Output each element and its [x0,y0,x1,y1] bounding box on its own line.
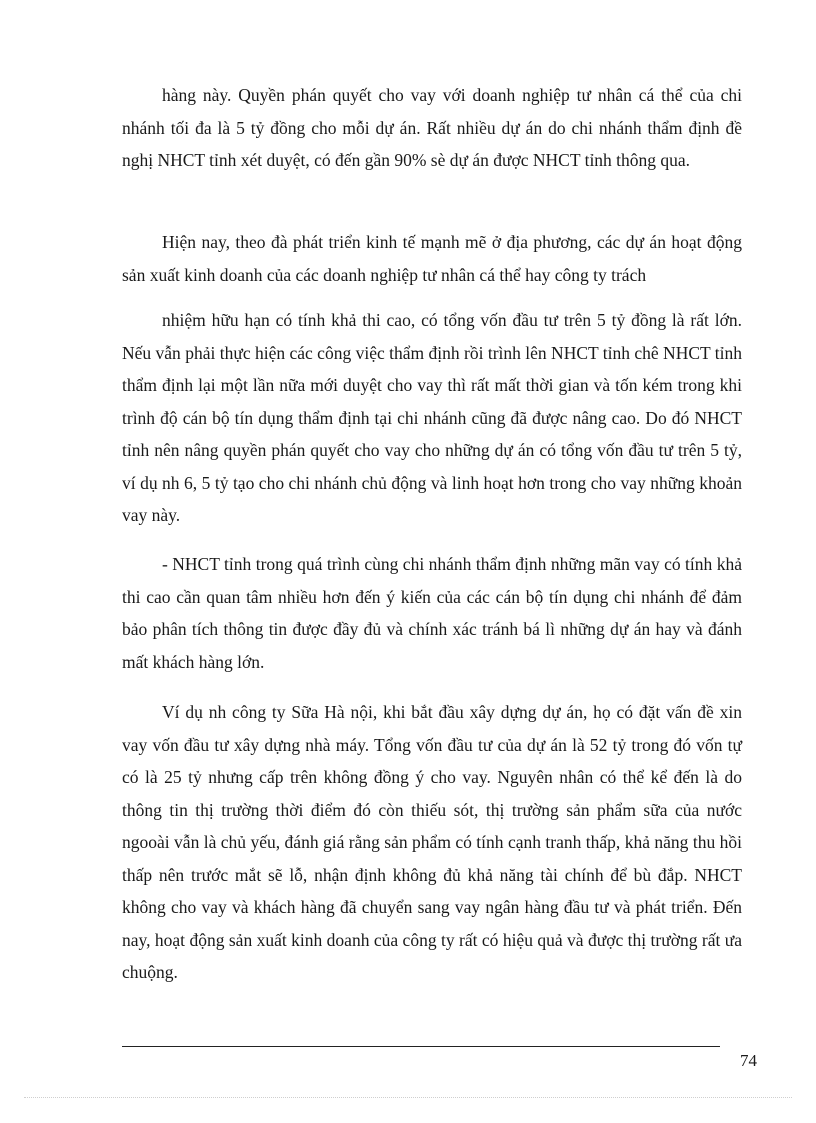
paragraph-1: hàng này. Quyền phán quyết cho vay với doanh nghiệp tư nhân cá thể của chi nhánh tối đa là 5 tỷ đồng cho mỗi dự án. Rất nhiều dự án do chi nhánh thẩm định đề nghị NHCT tỉnh xét duyệt, có đến gần 90% sè dự án được NHCT tỉnh thông qua. [122,85,742,170]
page-edge-divider [24,1097,792,1098]
page-number: 74 [740,1051,757,1070]
paragraph-3: nhiệm hữu hạn có tính khả thi cao, có tổng vốn đầu tư trên 5 tỷ đồng là rất lớn. Nếu vẫn phải thực hiện các công việc thẩm định rồi trình lên NHCT tỉnh chê NHCT tỉnh thẩm định lại một lần nữa mới duyệt cho vay thì rất mất thời gian và tốn kém trong khi trình độ cán bộ tín dụng thẩm định tại chi nhánh cũng đã được nâng cao. Do đó NHCT tỉnh nên nâng quyền phán quyết cho vay cho những dự án có tổng vốn đầu tư trên 5 tỷ, ví dụ nh 6, 5 tỷ tạo cho chi nhánh chủ động và linh hoạt hơn trong cho vay những khoản vay này. [122,310,742,525]
footer-divider [122,1046,720,1047]
paragraph-4: - NHCT tỉnh trong quá trình cùng chi nhánh thẩm định những mãn vay có tính khả thi cao cần quan tâm nhiều hơn đến ý kiến của các cán bộ tín dụng chi nhánh để đảm bảo phân tích thông tin được đầy đủ và chính xác tránh bá lì những dự án hay và đánh mất khách hàng lớn. [122,554,742,672]
paragraph-5: Ví dụ nh công ty Sữa Hà nội, khi bắt đầu xây dựng dự án, họ có đặt vấn đề xin vay vốn đầu tư xây dựng nhà máy. Tổng vốn đầu tư của dự án là 52 tỷ trong đó vốn tự có là 25 tỷ nhưng cấp trên không đồng ý cho vay. Nguyên nhân có thể kể đến là do thông tin thị trường thời điểm đó còn thiếu sót, thị trường sản phẩm sữa của nước ngooài vẫn là chủ yếu, đánh giá rằng sản phẩm có tính cạnh tranh thấp, khả năng thu hồi thấp nên trước mắt sẽ lỗ, nhận định không đủ khả năng tài chính để bù đắp. NHCT không cho vay và khách hàng đã chuyển sang vay ngân hàng đầu tư và phát triển. Đến nay, hoạt động sản xuất kinh doanh của công ty rất có hiệu quả và được thị trường rất ưa chuộng. [122,702,742,982]
paragraph-2: Hiện nay, theo đà phát triển kinh tế mạnh mẽ ở địa phương, các dự án hoạt động sản xuất kinh doanh của các doanh nghiệp tư nhân cá thể hay công ty trách [122,232,742,285]
